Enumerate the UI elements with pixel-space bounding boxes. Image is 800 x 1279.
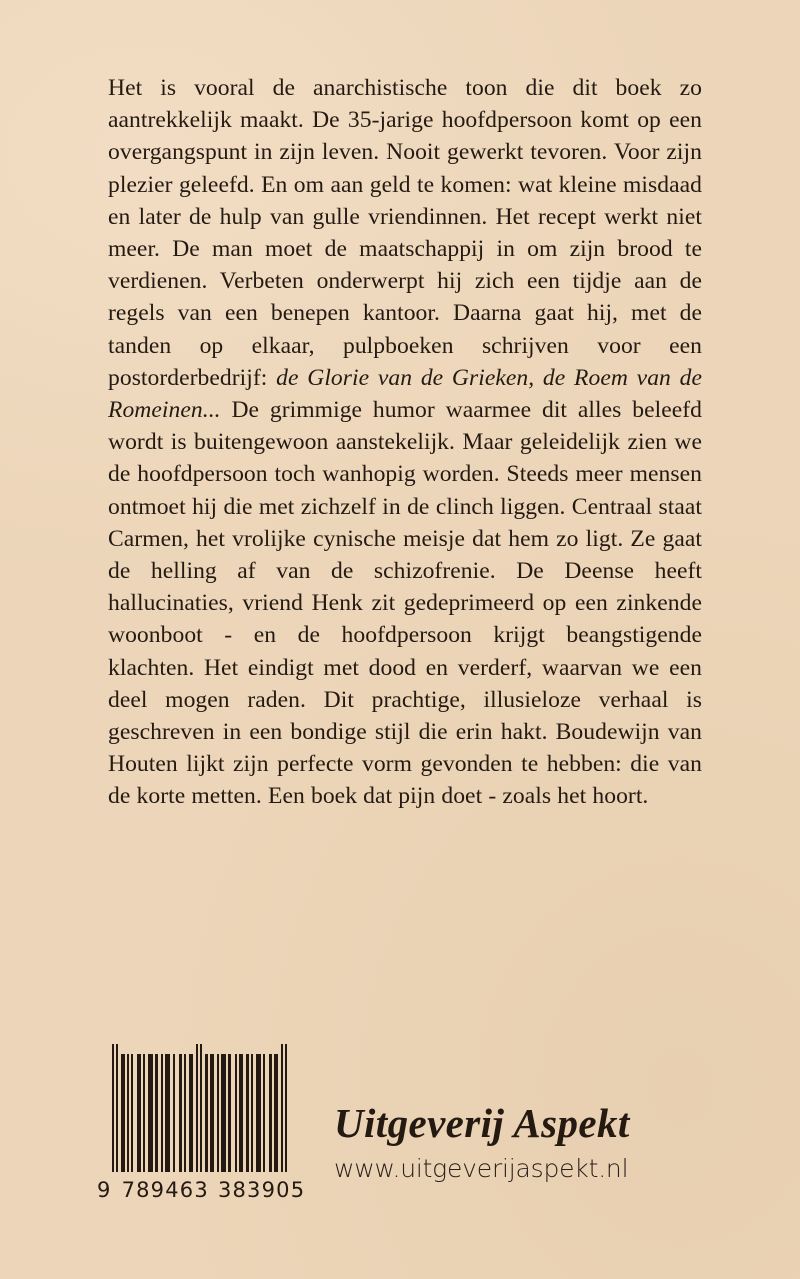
cover-footer: [0, 1040, 800, 1220]
blurb-part-two: De grimmige humor waarmee dit alles beleefd wordt is buitengewoon aanstekelijk. Maar geleidelijk zien we de hoofdpersoon toch wanhopig worden. Steeds meer mensen ontmoet hij die met zichzelf in de clinch liggen. Centraal staat Carmen, het vrolijke cynische meisje dat hem zo ligt. Ze gaat de helling af van de schizofrenie. De Deense heeft hallucinaties, vriend Henk zit gedeprimeerd op een zinkende woonboot - en de hoofdpersoon krijgt beangstigende klachten. Het eindigt met dood en verderf, waarvan we een deel mogen raden. Dit prachtige, illusieloze verhaal is geschreven in een bondige stijl die erin hakt. Boudewijn van Houten lijkt zijn perfecte vorm gevonden te hebben: die van de korte metten. Een boek dat pijn doet - zoals het hoort.: [108, 397, 702, 810]
barcode-right-group: 383905: [217, 1178, 306, 1202]
publisher-block: [334, 1100, 754, 1184]
publisher-logo-text: Uitgeverij Aspekt: [334, 1100, 630, 1146]
isbn-barcode: [97, 1054, 306, 1202]
barcode-left-group: 789463: [121, 1178, 209, 1202]
blurb-text-block: [108, 72, 702, 813]
blurb-book-titles: de Glorie van de Grieken, de Roem van de Romeinen...: [108, 364, 702, 424]
ean13-barcode-icon: [112, 1054, 296, 1172]
barcode-lead-digit: 9: [97, 1178, 112, 1202]
publisher-website[interactable]: www.uitgeverijaspekt.nl: [334, 1154, 629, 1183]
blurb-part-one: Het is vooral de anarchistische toon die dit boek zo aantrekkelijk maakt. De 35-jarige hoofdpersoon komt op een overgangspunt in zijn leven. Nooit gewerkt tevoren. Voor zijn plezier geleefd. En om aan geld te komen: wat kleine misdaad en later de hulp van gulle vriendinnen. Het recept werkt niet meer. De man moet de maatschappij in om zijn brood te verdienen. Verbeten onderwerpt hij zich een tijdje aan de regels van een benepen kantoor. Daarna gaat hij, met de tanden op elkaar, pulpboeken schrijven voor een postorderbedrijf:: [108, 75, 702, 391]
barcode-number: [97, 1178, 306, 1202]
blurb-paragraph: [108, 72, 702, 813]
